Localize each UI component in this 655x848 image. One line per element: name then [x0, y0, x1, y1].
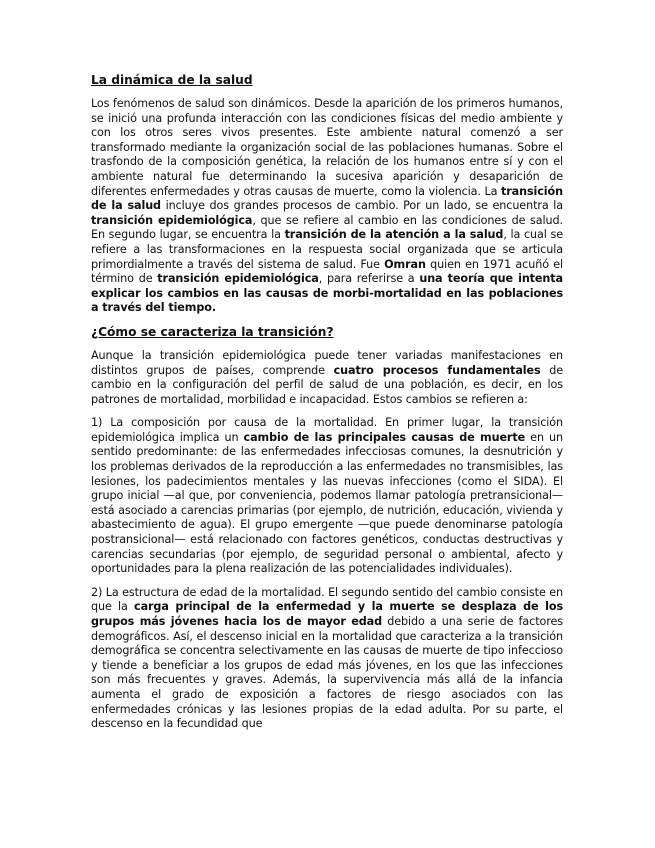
- bold-run: carga principal de la enfermedad y la muerte se desplaza de los grupos más jóvenes hacia los de mayor edad: [91, 600, 564, 628]
- bold-run: transición de la salud: [91, 184, 563, 213]
- text-run: de cambio en la configuración del perfil de salud de una población, es decir, en los patrones de mortalidad, morbilidad e incapacidad. Estos cambios se refieren a:: [91, 363, 563, 406]
- text-run: , que se refiere al cambio en las condiciones de salud. En segundo lugar, se encuentra la: [91, 213, 563, 242]
- text-run: 1) La composición por causa de la mortalidad. En primer lugar, la transición epidemiológica implica un: [91, 416, 563, 444]
- paragraph-intro: [91, 349, 563, 407]
- bold-run: transición de la atención a la salud: [284, 228, 504, 242]
- bold-run: cambio de las principales causas de muerte: [243, 430, 526, 444]
- section-title-dinamica: La dinámica de la salud: [91, 73, 253, 87]
- text-run: debido a una serie de factores demográficos. Así, el descenso inicial en la mortalidad que caracteriza a la transición demográfica se concentra selectivamente en las causas de muerte de tipo infeccioso y tiende a beneficiar a los grupos de edad más jóvenes, en los que las infecciones son más frecuentes y graves. Además, la supervivencia más allá de la infancia aumenta el grado de exposición a factores de riesgo asociados con las enfermedades crónicas y las lesiones propias de la edad adulta. Por su parte, el descenso en la fecundidad que: [91, 615, 563, 731]
- text-run: Aunque la transición epidemiológica puede tener variadas manifestaciones en distintos grupos de países, comprende: [91, 348, 563, 377]
- paragraph-point-1: [91, 416, 563, 577]
- text-run: , para referirse a: [318, 272, 420, 286]
- text-run: en un sentido predominante: de las enfermedades infecciosas comunes, la desnutrición y los problemas derivados de la reproducción a las enfermedades no transmisibles, las lesiones, los padecimientos mentales y las nuevas infecciones (como el SIDA). El grupo inicial —al que, por conveniencia, podemos llamar patología pretransicional— está asociado a carencias primarias (por ejemplo, de nutrición, educación, vivienda y abastecimiento de agua). El grupo emergente —que puede denominarse patología postransicional— está relacionado con factores genéticos, conductas destructivas y carencias secundarias (por ejemplo, de seguridad personal o ambiental, afecto y oportunidades para la plena realización de las potencialidades individuales).: [91, 430, 563, 576]
- bold-run: una teoría que intenta explicar los cambios en las causas de morbi-mortalidad en las poblaciones a través del tiempo.: [91, 272, 563, 315]
- text-run: 2) La estructura de edad de la mortalidad. El segundo sentido del cambio consiste en que la: [91, 585, 563, 614]
- paragraph-dinamica: [91, 97, 563, 316]
- bold-run: transición epidemiológica: [91, 213, 253, 227]
- bold-run: transición epidemiológica: [157, 272, 319, 286]
- section-title-transicion: ¿Cómo se caracteriza la transición?: [91, 324, 334, 339]
- text-run: Los fenómenos de salud son dinámicos. Desde la aparición de los primeros humanos, se inició una profunda interacción con las condiciones físicas del medio ambiente y con los otros seres vivos presentes. Este ambiente natural comenzó a ser transformado mediante la organización social de las poblaciones humanas. Sobre el trasfondo de la composición genética, la relación de los humanos entre sí y con el ambiente natural fue determinando la sucesiva aparición y desaparición de diferentes enfermedades y otras causas de muerte, como la violencia. La: [91, 97, 563, 198]
- bold-run: cuatro procesos fundamentales: [333, 363, 541, 377]
- bold-run: Omran: [384, 257, 426, 271]
- paragraph-point-2: [91, 586, 563, 732]
- text-run: , la cual se refiere a las transformaciones en la respuesta social organizada que se articula primordialmente a través del sistema de salud. Fue: [91, 228, 563, 271]
- text-run: quien en 1971 acuñó el término de: [91, 257, 563, 286]
- text-run: incluye dos grandes procesos de cambio. Por un lado, se encuentra la: [160, 199, 563, 213]
